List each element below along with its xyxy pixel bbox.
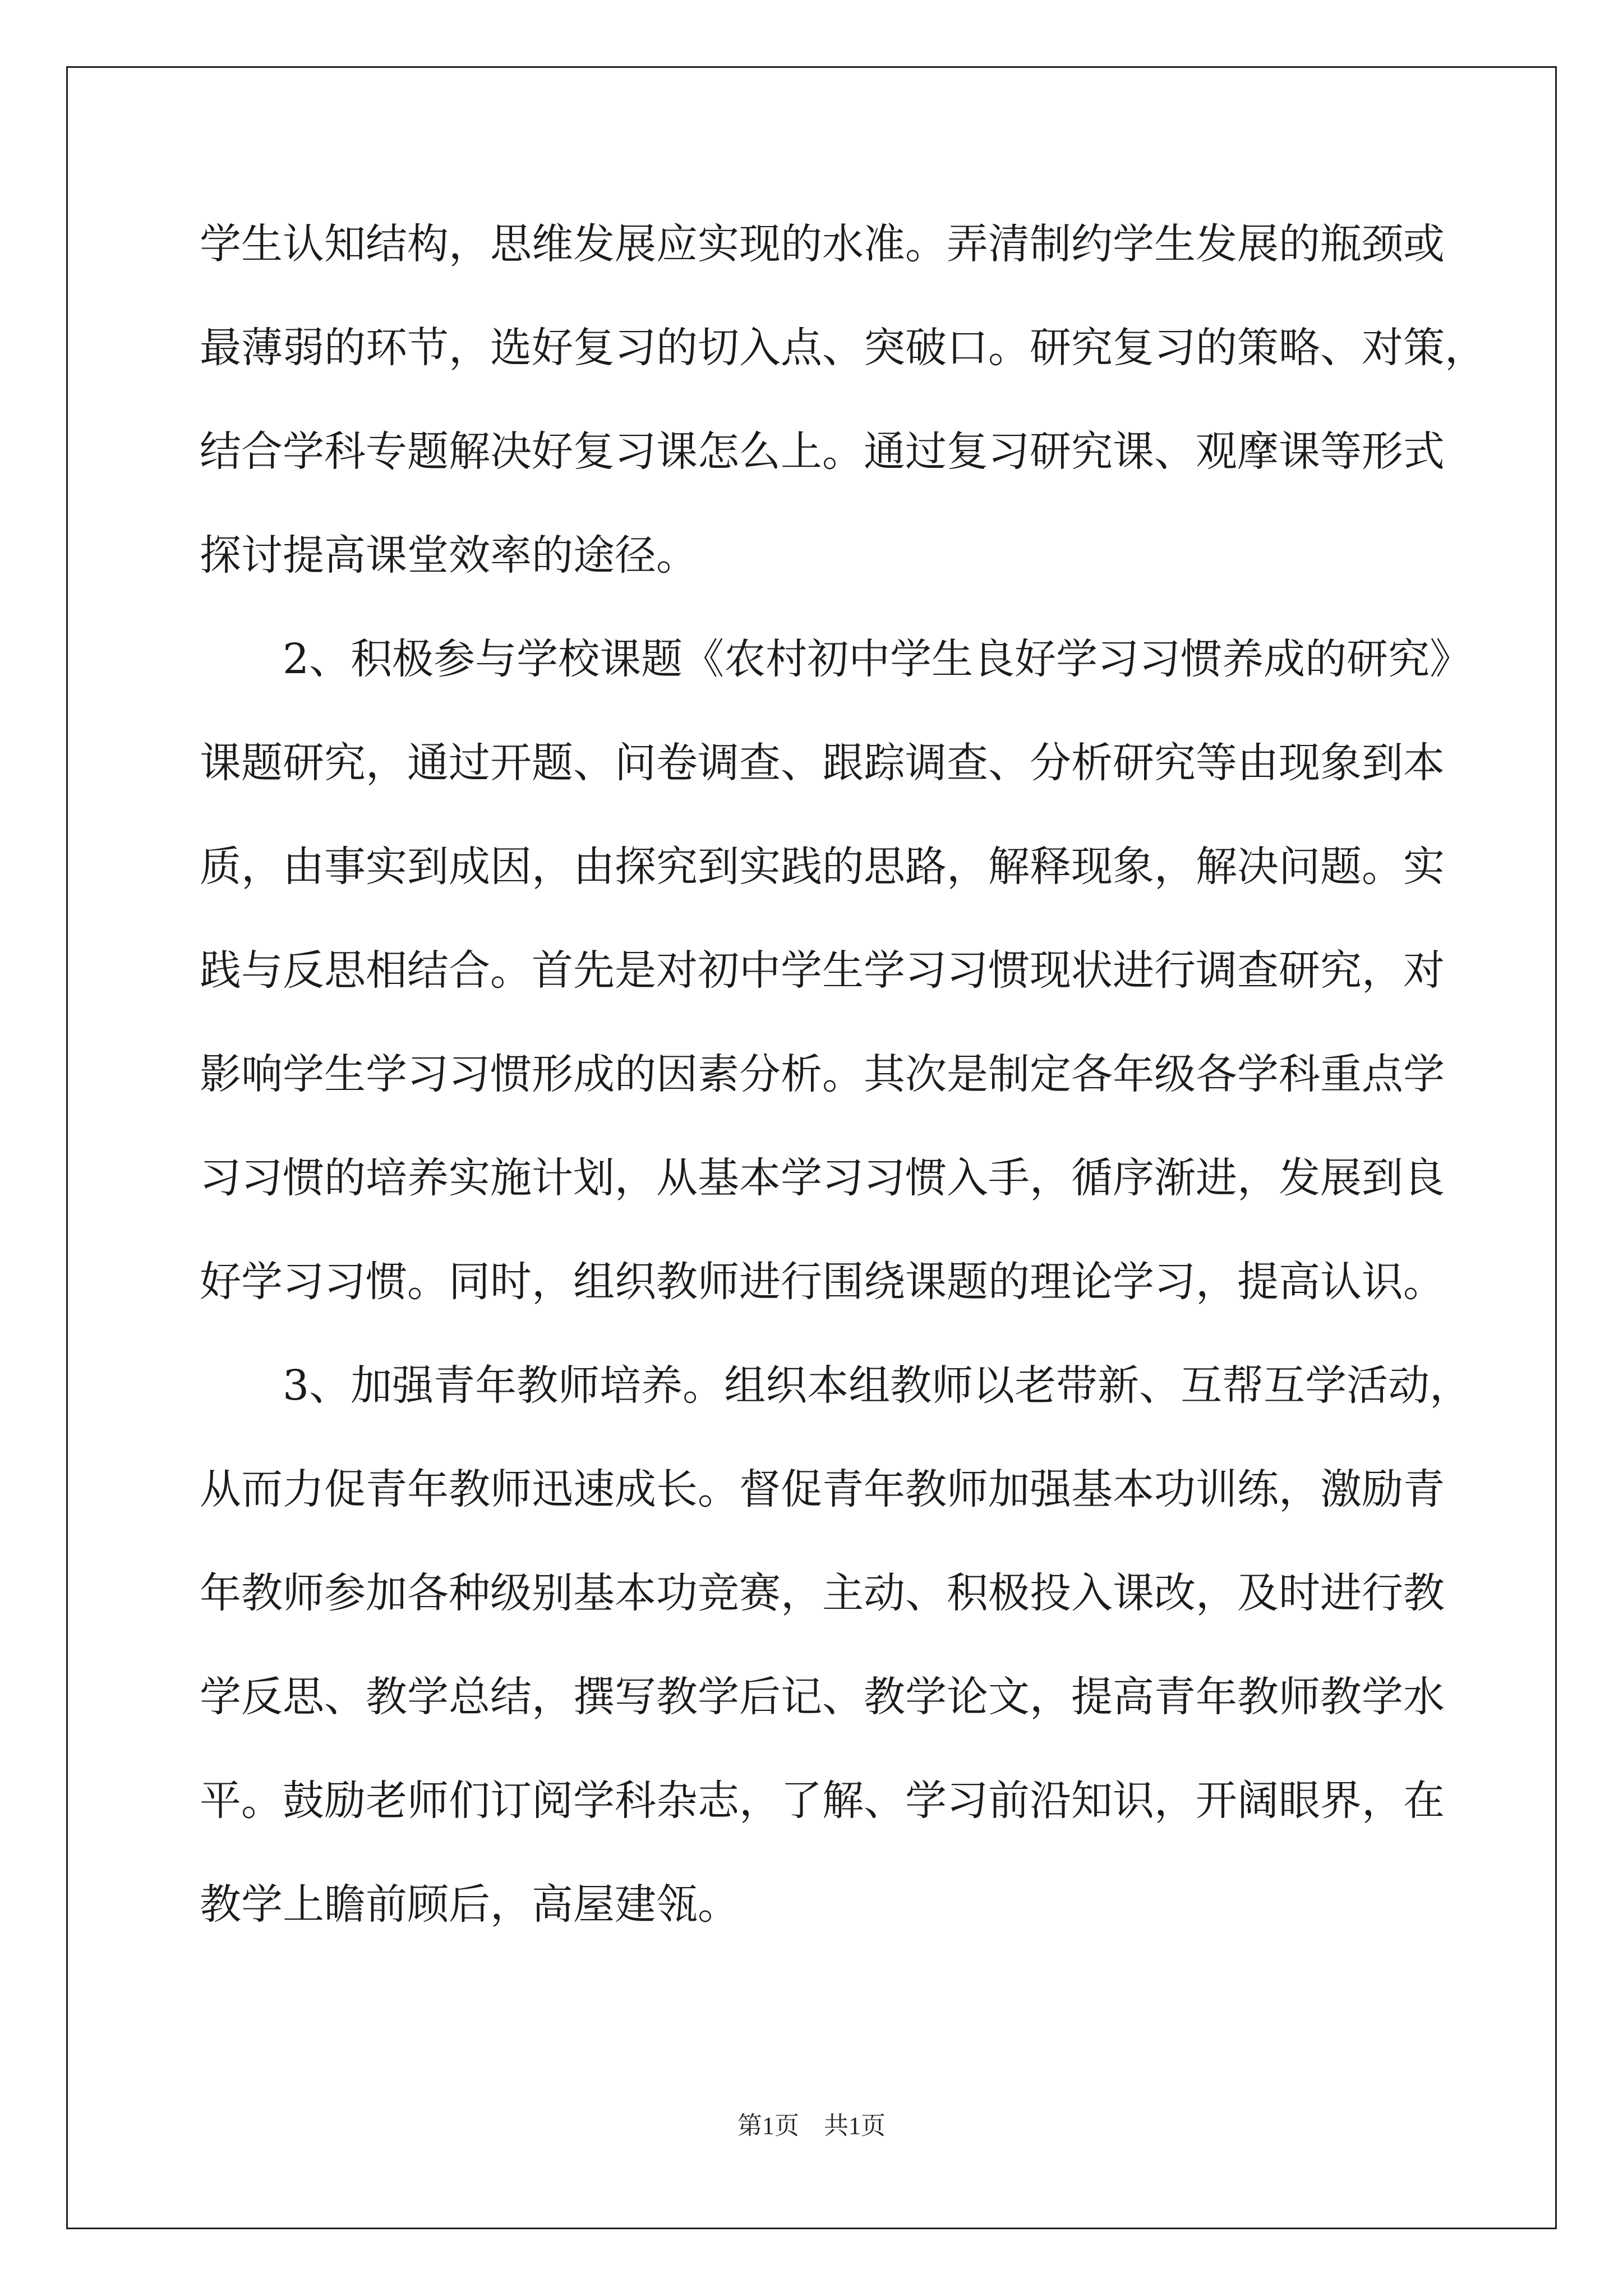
paragraph-3-line-1: 3、加强青年教师培养。组织本组教师以老带新、互帮互学活动，	[200, 1361, 1472, 1410]
paragraph-2-line-2: 课题研究，通过开题、问卷调查、跟踪调查、分析研究等由现象到本	[200, 739, 1445, 787]
paragraph-2-line-5: 影响学生学习习惯形成的因素分析。其次是制定各年级各学科重点学	[200, 1050, 1445, 1098]
paragraph-2-line-6: 习习惯的培养实施计划，从基本学习习惯入手，循序渐进，发展到良	[200, 1154, 1445, 1202]
paragraph-2-line-1: 2、积极参与学校课题《农村初中学生良好学习习惯养成的研究》	[200, 635, 1472, 683]
paragraph-2-line-4: 践与反思相结合。首先是对初中学生学习习惯现状进行调查研究，对	[200, 946, 1445, 995]
paragraph-1-line-3: 结合学科专题解决好复习课怎么上。通过复习研究课、观摩课等形式	[200, 427, 1445, 476]
paragraph-1-line-1: 学生认知结构，思维发展应实现的水准。弄清制约学生发展的瓶颈或	[200, 220, 1445, 268]
paragraph-3-line-4: 学反思、教学总结，撰写教学后记、教学论文，提高青年教师教学水	[200, 1673, 1445, 1721]
paragraph-1-line-2: 最薄弱的环节，选好复习的切入点、突破口。研究复习的策略、对策，	[200, 324, 1486, 372]
paragraph-1-line-4: 探讨提高课堂效率的途径。	[200, 531, 698, 579]
paragraph-2-line-3: 质，由事实到成因，由探究到实践的思路，解释现象，解决问题。实	[200, 843, 1445, 891]
paragraph-3-line-2: 从而力促青年教师迅速成长。督促青年教师加强基本功训练，激励青	[200, 1465, 1445, 1513]
paragraph-3-line-5: 平。鼓励老师们订阅学科杂志，了解、学习前沿知识，开阔眼界，在	[200, 1777, 1445, 1825]
page-number-footer: 第1页 共1页	[737, 2112, 886, 2139]
paragraph-3-line-3: 年教师参加各种级别基本功竞赛，主动、积极投入课改，及时进行教	[200, 1569, 1445, 1617]
paragraph-3-line-6: 教学上瞻前顾后，高屋建瓴。	[200, 1880, 739, 1929]
paragraph-2-line-7: 好学习习惯。同时，组织教师进行围绕课题的理论学习，提高认识。	[200, 1258, 1445, 1306]
